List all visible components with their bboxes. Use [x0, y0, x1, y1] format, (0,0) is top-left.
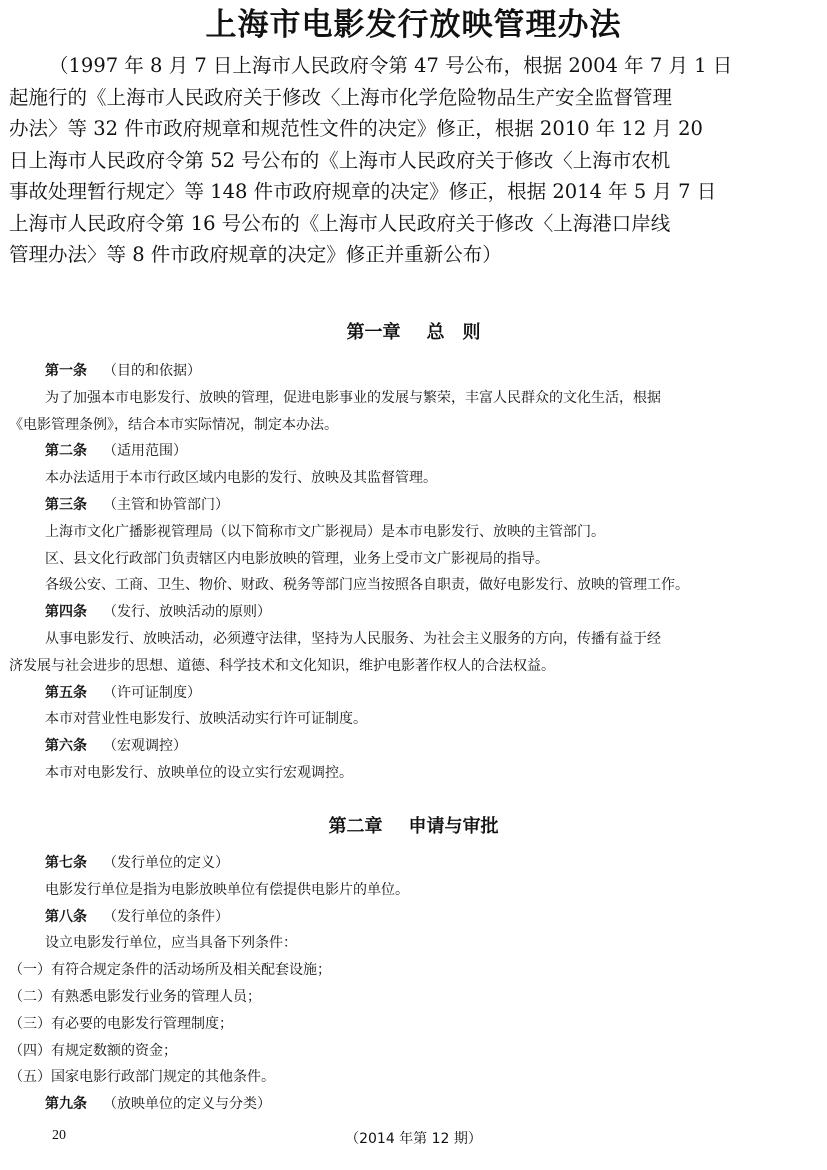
article-title: （放映单位的定义与分类）	[103, 1096, 271, 1113]
article-number: 第六条	[45, 738, 87, 755]
preamble-line: 办法〉等 32 件市政府规章和规范性文件的决定》修正，根据 2010 年 12 月 20	[9, 117, 703, 140]
article-number: 第九条	[45, 1096, 87, 1113]
article-title: （主管和协管部门）	[103, 496, 229, 513]
paragraph-line: （一）有符合规定条件的活动场所及相关配套设施；	[9, 962, 331, 979]
article-title: （目的和依据）	[103, 363, 201, 379]
preamble-line: 管理办法〉等 8 件市政府规章的决定》修正并重新公布）	[9, 243, 502, 266]
paragraph-line: 电影发行单位是指为电影放映单位有偿提供电影片的单位。	[45, 881, 409, 898]
article-heading	[9, 850, 819, 877]
article-heading	[9, 904, 819, 931]
chapter-1-number: 第一章	[346, 322, 401, 343]
preamble-line: 事故处理暂行规定〉等 148 件市政府规章的决定》修正，根据 2014 年 5 月 7 日	[9, 180, 717, 203]
article-title: （发行单位的条件）	[103, 908, 229, 925]
chapter-2-body	[9, 850, 819, 1118]
paragraph-line: （五）国家电影行政部门规定的其他条件。	[9, 1069, 275, 1086]
paragraph-line: 上海市文化广播影视管理局（以下简称市文广影视局）是本市电影发行、放映的主管部门。	[45, 523, 605, 540]
paragraph-line: 本办法适用于本市行政区域内电影的发行、放映及其监督管理。	[45, 470, 437, 487]
article-number: 第三条	[45, 496, 87, 513]
preamble-line: 上海市人民政府令第 16 号公布的《上海市人民政府关于修改〈上海港口岸线	[9, 211, 671, 235]
preamble-line: 起施行的《上海市人民政府关于修改〈上海市化学危险物品生产安全监督管理	[9, 85, 673, 109]
preamble-line: 日上海市人民政府令第 52 号公布的《上海市人民政府关于修改〈上海市农机	[9, 148, 671, 172]
chapter-2-number: 第二章	[328, 816, 383, 837]
article-title: （许可证制度）	[103, 684, 201, 701]
article-number: 第一条	[45, 363, 87, 379]
chapter-2-heading	[0, 816, 827, 838]
paragraph-line: 从事电影发行、放映活动，必须遵守法律，坚持为人民服务、为社会主义服务的方向，传播有益于经	[45, 630, 661, 647]
paragraph-line: 为了加强本市电影发行、放映的管理，促进电影事业的发展与繁荣，丰富人民群众的文化生活，根据	[45, 389, 661, 406]
paragraph-line: （三）有必要的电影发行管理制度；	[9, 1015, 233, 1032]
article-number: 第七条	[45, 855, 87, 871]
article-heading	[9, 733, 819, 760]
paragraph-line: 济发展与社会进步的思想、道德、科学技术和文化知识，维护电影著作权人的合法权益。	[9, 657, 555, 674]
article-heading	[9, 492, 819, 519]
article-heading	[9, 358, 819, 385]
paragraph-line: （二）有熟悉电影发行业务的管理人员；	[9, 988, 261, 1005]
article-heading	[9, 1091, 819, 1118]
article-heading	[9, 599, 819, 626]
preamble	[9, 50, 819, 271]
chapter-2-name: 申请与审批	[408, 816, 499, 837]
article-heading	[9, 438, 819, 465]
issue-label: （2014 年第 12 期）	[345, 1131, 482, 1147]
article-title: （宏观调控）	[103, 738, 187, 755]
article-number: 第二条	[45, 443, 87, 460]
article-number: 第八条	[45, 908, 87, 925]
article-title: （发行单位的定义）	[103, 855, 229, 871]
article-heading	[9, 680, 819, 707]
article-title: （发行、放映活动的原则）	[103, 604, 271, 621]
chapter-1-body	[9, 358, 819, 787]
paragraph-line: 设立电影发行单位，应当具备下列条件：	[45, 935, 297, 952]
paragraph-line: 各级公安、工商、卫生、物价、财政、税务等部门应当按照各自职责，做好电影发行、放映的管理工作。	[45, 577, 689, 594]
document-title: 上海市电影发行放映管理办法	[205, 7, 622, 43]
paragraph-line: 区、县文化行政部门负责辖区内电影放映的管理，业务上受市文广影视局的指导。	[45, 550, 549, 567]
paragraph-line: （四）有规定数额的资金；	[9, 1042, 177, 1059]
article-title: （适用范围）	[103, 443, 187, 460]
preamble-line: （1997 年 8 月 7 日上海市人民政府令第 47 号公布，根据 2004 年 7 月 1 日	[49, 54, 733, 77]
chapter-1-name: 总 则	[426, 322, 481, 343]
article-number: 第四条	[45, 604, 87, 621]
article-number: 第五条	[45, 684, 87, 701]
page-number: 20	[52, 1128, 66, 1143]
chapter-1-heading	[0, 322, 827, 344]
paragraph-line: 本市对电影发行、放映单位的设立实行宏观调控。	[45, 764, 353, 781]
paragraph-line: 本市对营业性电影发行、放映活动实行许可证制度。	[45, 711, 367, 728]
paragraph-line: 《电影管理条例》，结合本市实际情况，制定本办法。	[9, 416, 338, 433]
